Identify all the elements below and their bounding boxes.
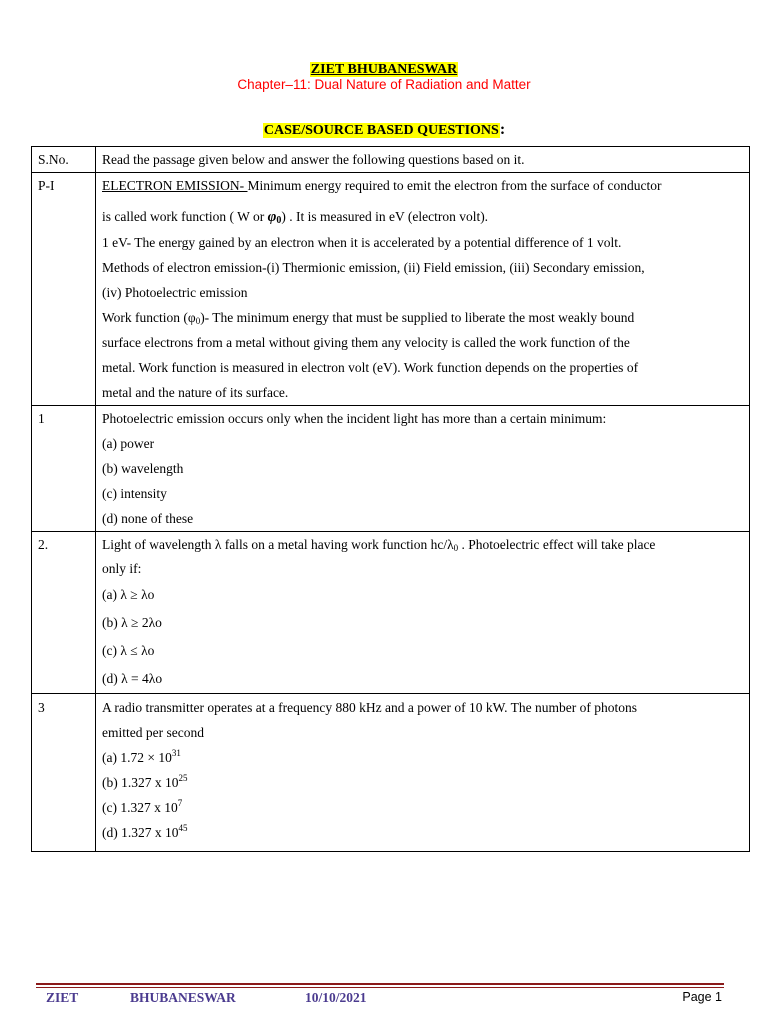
- footer-rule-thin: [36, 987, 724, 988]
- option: (c) λ ≤ λo: [102, 643, 155, 658]
- option: (b) 1.327 x $10^{25}$: [102, 773, 188, 790]
- q3-content: [96, 694, 750, 852]
- option: (a) power: [102, 436, 155, 451]
- option: (c) intensity: [102, 486, 167, 501]
- footer: [46, 990, 722, 1008]
- footer-date: 10/10/2021: [305, 990, 367, 1005]
- passage-line: ELECTRON EMISSION- Minimum energy required to emit the electron from the surface of conductor: [102, 178, 662, 193]
- option: (d) none of these: [102, 511, 194, 526]
- option: (b) λ ≥ 2λo: [102, 615, 162, 630]
- header-instruction: Read the passage given below and answer the following questions based on it.: [96, 147, 750, 173]
- passage-line: is called work function ( W or $\varphi_0$) . It is measured in eV (electron volt).: [102, 209, 489, 226]
- header-org-text: ZIET BHUBANESWAR: [310, 62, 458, 77]
- questions-table: [31, 146, 750, 852]
- question-row-3: [32, 694, 750, 852]
- phi-symbol: φ: [267, 209, 277, 225]
- q1-content: [96, 406, 750, 532]
- passage-text: [96, 173, 750, 406]
- option: (d) 1.327 x $10^{45}$: [102, 823, 188, 840]
- question-text: emitted per second: [102, 725, 204, 740]
- passage-sno: P-I: [32, 173, 96, 406]
- question-text: A radio transmitter operates at a frequency 880 kHz and a power of 10 kW. The number of photons: [102, 700, 637, 715]
- header-org: [0, 60, 768, 78]
- question-text: Light of wavelength λ falls on a metal having work function $hc/\lambda_0$ . Photoelectric effect will take place: [102, 537, 656, 553]
- table-header-row: [32, 147, 750, 173]
- passage-line: surface electrons from a metal without giving them any velocity is called the work function of the: [102, 335, 630, 350]
- option: (b) wavelength: [102, 461, 184, 476]
- question-text: Photoelectric emission occurs only when the incident light has more than a certain minimum:: [102, 411, 607, 426]
- option: (c) 1.327 x $10^7$: [102, 798, 183, 815]
- chapter-title: Chapter–11: Dual Nature of Radiation and Matter: [237, 77, 531, 92]
- header-sno: S.No.: [32, 147, 96, 173]
- passage-line: 1 eV- The energy gained by an electron when it is accelerated by a potential difference of 1 volt.: [102, 235, 622, 250]
- passage-heading: ELECTRON EMISSION-: [102, 178, 248, 193]
- section-title-text: CASE/SOURCE BASED QUESTIONS: [263, 123, 499, 138]
- passage-line: Work function $(\varphi_0)-$ The minimum energy that must be supplied to liberate the most weakly bound: [102, 310, 635, 326]
- option: (a) $1.72 \times 10^{31}$: [102, 748, 181, 765]
- option: (d) λ = 4λo: [102, 671, 163, 686]
- page-number: Page 1: [682, 990, 722, 1004]
- question-row-1: [32, 406, 750, 532]
- passage-line: (iv) Photoelectric emission: [102, 285, 248, 300]
- passage-line: metal and the nature of its surface.: [102, 385, 289, 400]
- footer-org1: ZIET: [46, 990, 79, 1005]
- q2-sno: 2.: [32, 532, 96, 694]
- section-title: [0, 121, 768, 139]
- passage-line: metal. Work function is measured in electron volt (eV). Work function depends on the properties of: [102, 360, 639, 375]
- footer-rule: [36, 983, 724, 985]
- passage-row: [32, 173, 750, 406]
- section-title-colon: :: [499, 121, 506, 138]
- option: (a) λ ≥ λo: [102, 587, 155, 602]
- question-row-2: [32, 532, 750, 694]
- q3-sno: 3: [32, 694, 96, 852]
- question-text: only if:: [102, 561, 142, 576]
- footer-org2: BHUBANESWAR: [130, 990, 236, 1005]
- q1-sno: 1: [32, 406, 96, 532]
- q2-content: [96, 532, 750, 694]
- passage-line: Methods of electron emission-(i) Thermionic emission, (ii) Field emission, (iii) Secondary emission,: [102, 260, 645, 275]
